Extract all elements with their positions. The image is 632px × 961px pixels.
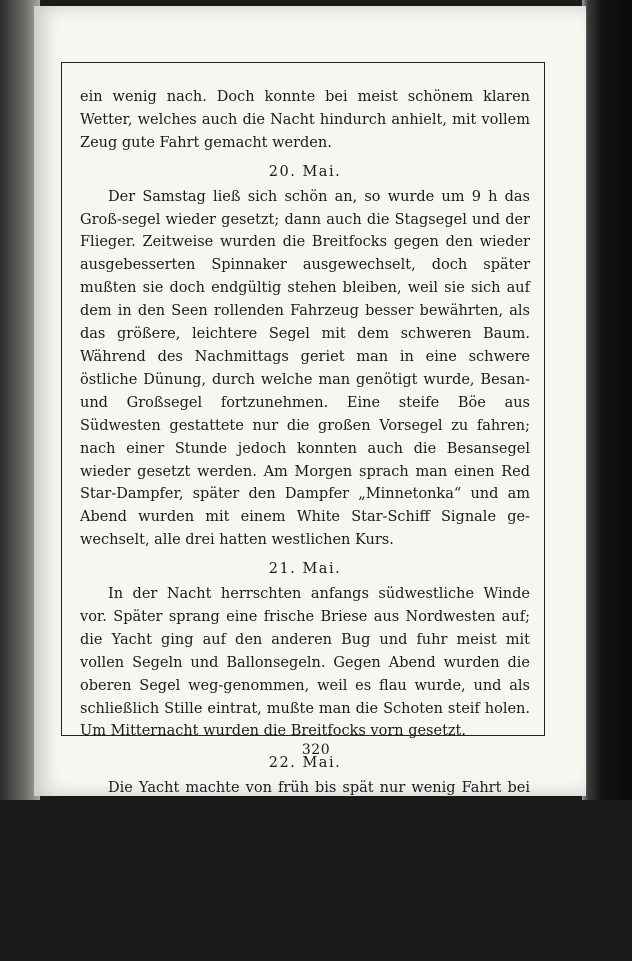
page-content: [80, 86, 530, 961]
section-heading-may-22: 22. Mai.: [268, 755, 342, 772]
section-text-may-20: Der Samstag ließ sich schön an, so wurde um 9 h das Groß-segel wieder gesetzt; dann auch die Stagsegel und der Flieger. Zeitweise wurden die Breitfocks gegen den wieder ausgebesserten Spinnaker ausgewechselt, doch später mußten sie doch endgültig stehen bleiben, weil sie sich auf dem in den Seen rollenden Fahrzeug besser bewährten, als das größere, leichtere Segel mit dem schweren Baum. Während des Nachmittags geriet man in eine schwere östliche Dünung, durch welche man genötigt wurde, Besan- und Großsegel fortzunehmen. Eine steife Böe aus Südwesten gestattete nur die großen Vorsegel zu fahren; nach einer Stunde jedoch konnten auch die Besansegel wieder gesetzt werden. Am Morgen sprach man einen Red Star-Dampfer, später den Dampfer „Minnetonka“ und am Abend wurden mit einem White Star-Schiff Signale ge-wechselt, alle drei hatten westlichen Kurs.: [80, 188, 530, 549]
continued-paragraph: ein wenig nach. Doch konnte bei meist schönem klaren Wetter, welches auch die Nacht hindurch anhielt, mit vollem Zeug gute Fahrt gemacht werden.: [80, 89, 530, 151]
section-text-may-22: Die Yacht machte von früh bis spät nur wenig Fahrt bei leichten, südlichen Winden unter vollem Zeug mit Toppsegeln, Stagsegeln und Flieger. An Stelle des Großsegels, welches die schwache Briese nicht füllte, wurde Ballon-Großstengetoppsegel mit gutem Erfolg gefahren. Dann wurde es diesig und dunkel, der Wind kam in Stößen und ein Eisberg wurde gegen 10 Uhr eine Meile in Lee passiert.: [80, 780, 530, 957]
section-heading-may-21: 21. Mai.: [268, 561, 342, 578]
page-number: 320: [301, 742, 331, 758]
section-text-may-21: In der Nacht herrschten anfangs südwestliche Winde vor. Später sprang eine frische Briese aus Nordwesten auf; die Yacht ging auf den anderen Bug und fuhr meist mit vollen Segeln und Ballonsegeln. Gegen Abend wurden die oberen Segel weg-genommen, weil es flau wurde, und als schließlich Stille eintrat, mußte man die Schoten steif holen. Um Mitternacht wurden die Breitfocks vorn gesetzt.: [80, 586, 530, 740]
facing-page-edge: [582, 0, 632, 800]
section-heading-may-20: 20. Mai.: [268, 163, 342, 180]
